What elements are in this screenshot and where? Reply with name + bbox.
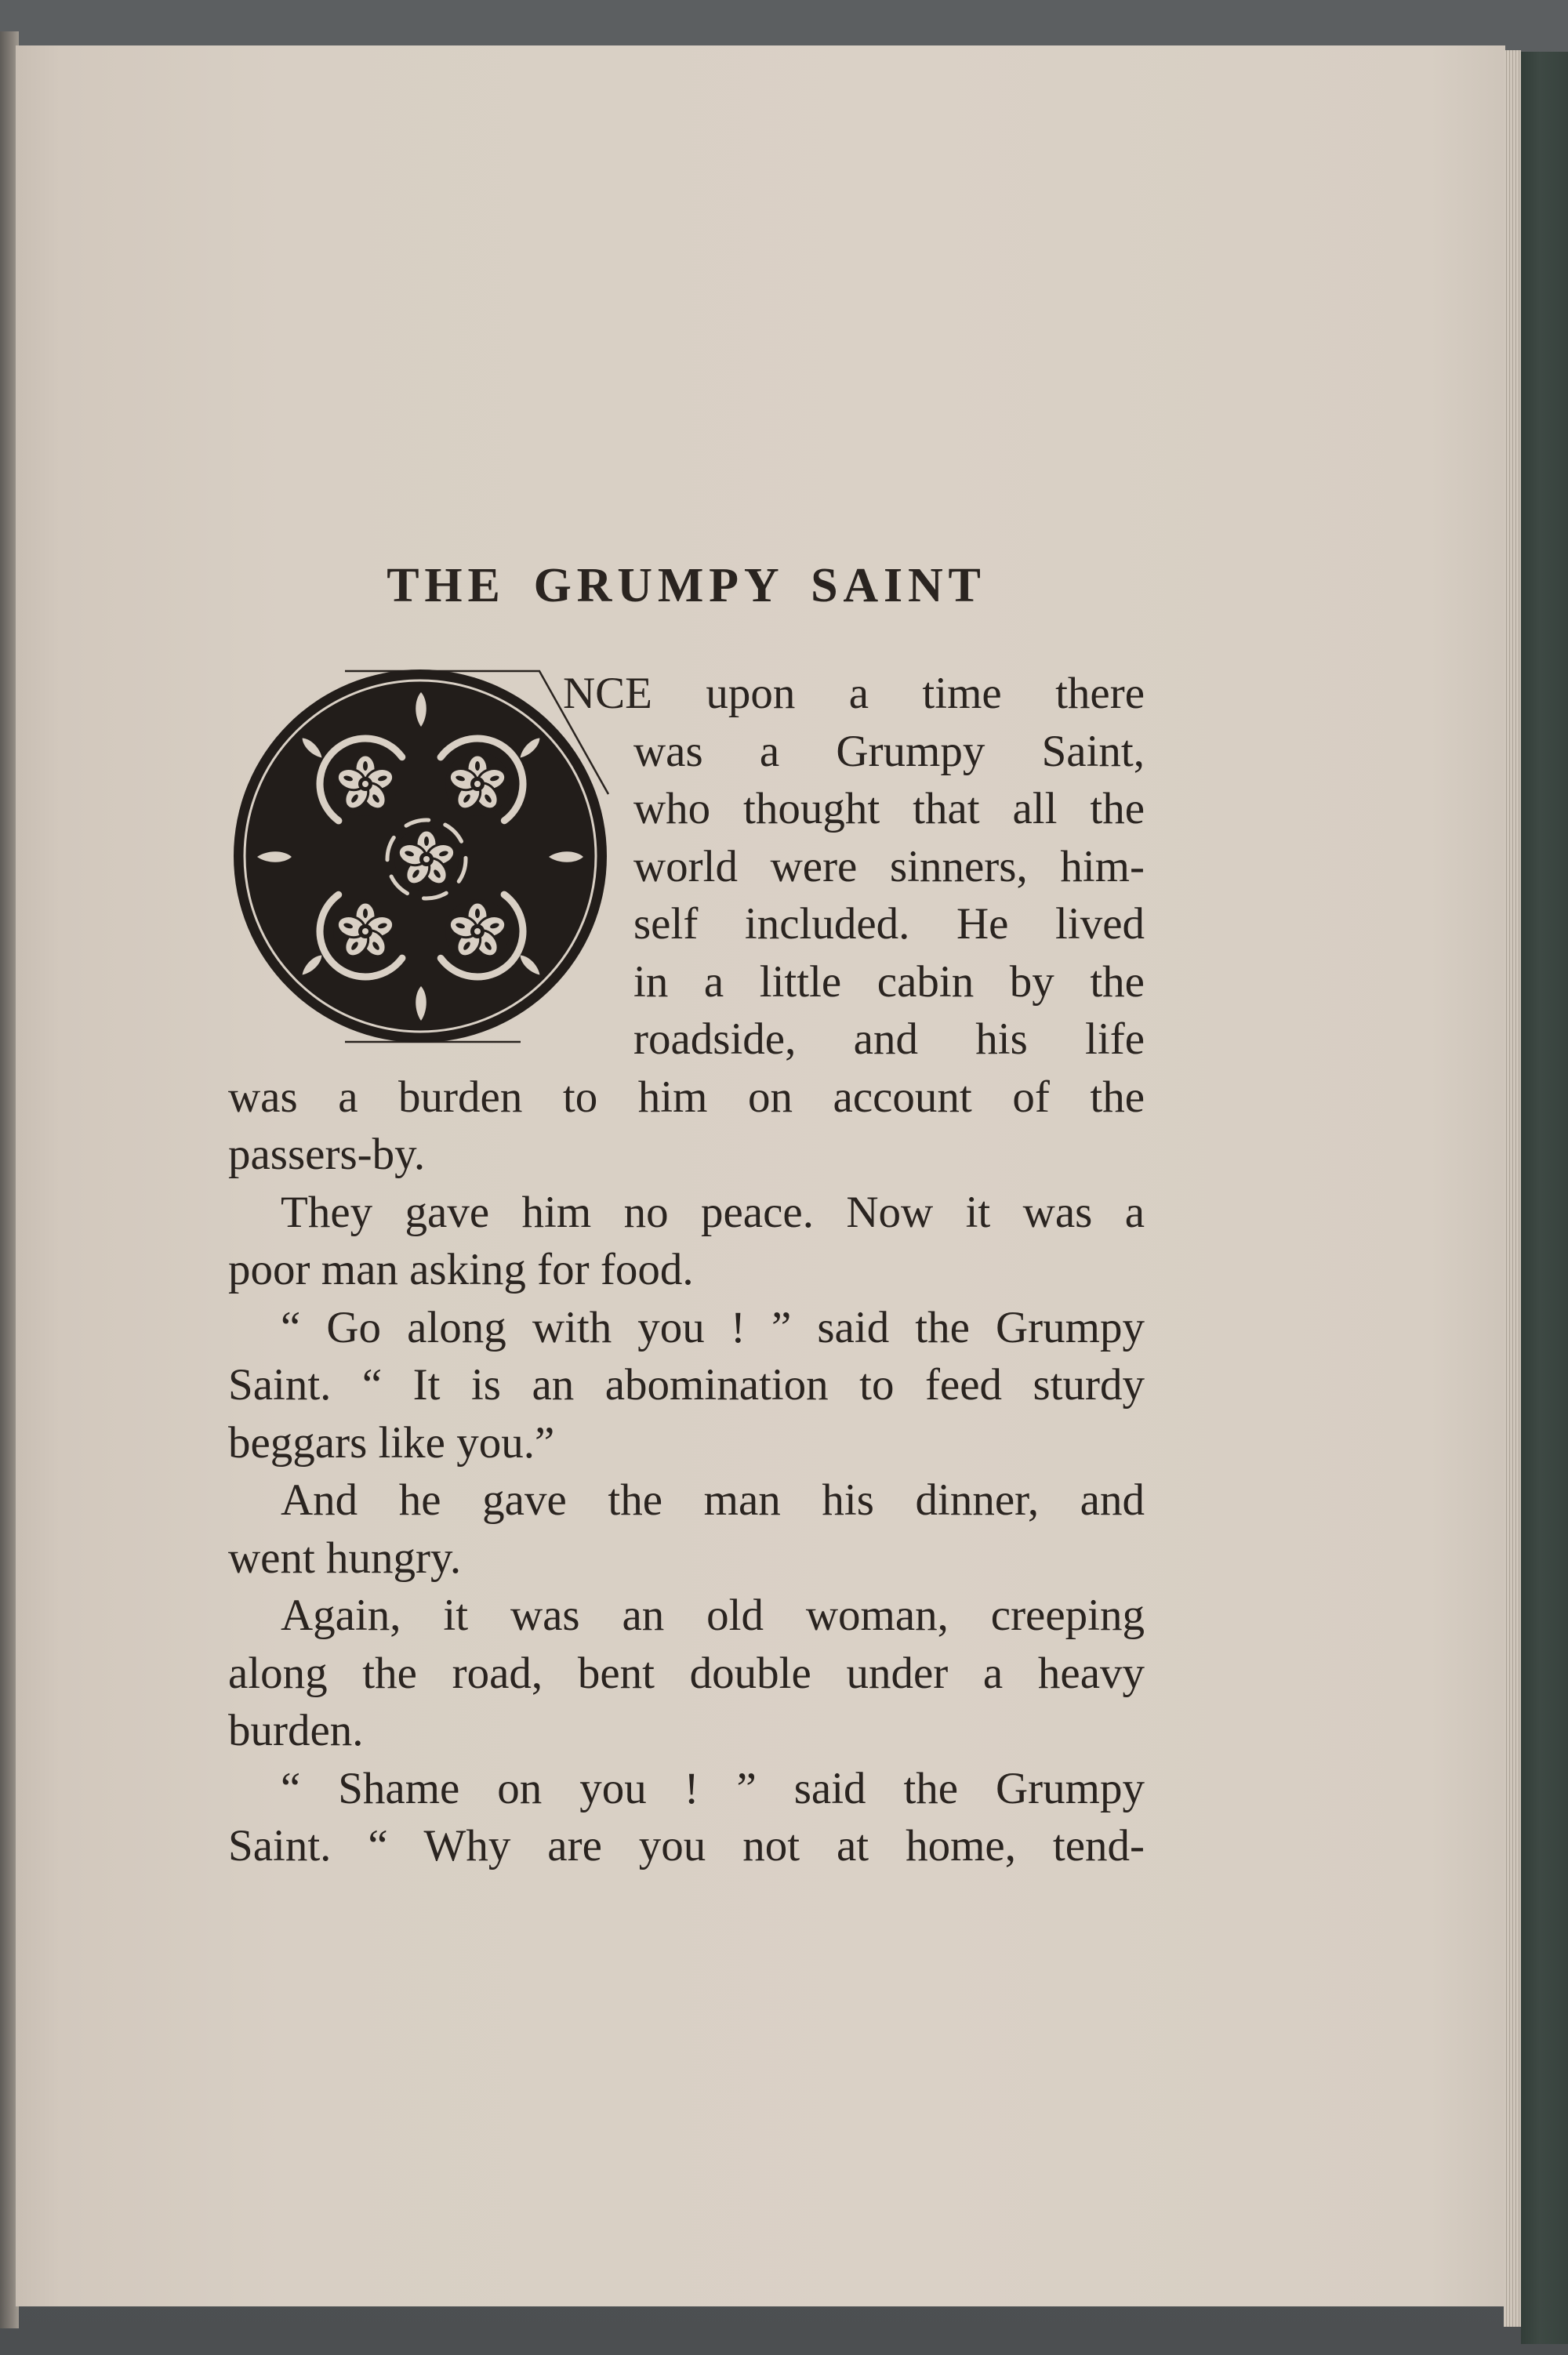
text-line: self included. He lived	[633, 899, 1145, 949]
text-line: burden.	[228, 1706, 364, 1755]
text-line: poor man asking for food.	[228, 1245, 694, 1294]
text-line: “ Shame on you ! ” said the Grumpy	[281, 1763, 1145, 1813]
text-line: was a Grumpy Saint,	[633, 726, 1145, 776]
text-line: beggars like you.”	[228, 1417, 555, 1468]
body-text	[228, 665, 1145, 1875]
text-line: world were sinners, him-	[633, 841, 1145, 891]
text-line: in a little cabin by the	[633, 956, 1145, 1007]
text-line: NCE upon a time there	[563, 669, 1145, 718]
text-line: Saint. “ It is an abomination to feed sturdy	[228, 1360, 1145, 1410]
text-line: went hungry.	[228, 1533, 462, 1583]
text-line: was a burden to him on account of the	[228, 1072, 1145, 1122]
page-edges	[1504, 50, 1521, 2327]
text-line: Saint. “ Why are you not at home, tend-	[228, 1821, 1145, 1871]
text-line: along the road, bent double under a heavy	[228, 1648, 1145, 1698]
text-line: who thought that all the	[633, 784, 1145, 833]
text-line: “ Go along with you ! ” said the Grumpy	[281, 1302, 1145, 1352]
text-line: And he gave the man his dinner, and	[281, 1475, 1145, 1525]
book-cover-edge	[1521, 52, 1568, 2344]
text-line: passers-by.	[228, 1130, 426, 1179]
page-title: THE GRUMPY SAINT	[387, 559, 986, 612]
text-line: roadside, and his life	[633, 1014, 1145, 1064]
text-line: Again, it was an old woman, creeping	[281, 1591, 1145, 1640]
text-line: They gave him no peace. Now it was a	[281, 1187, 1145, 1237]
